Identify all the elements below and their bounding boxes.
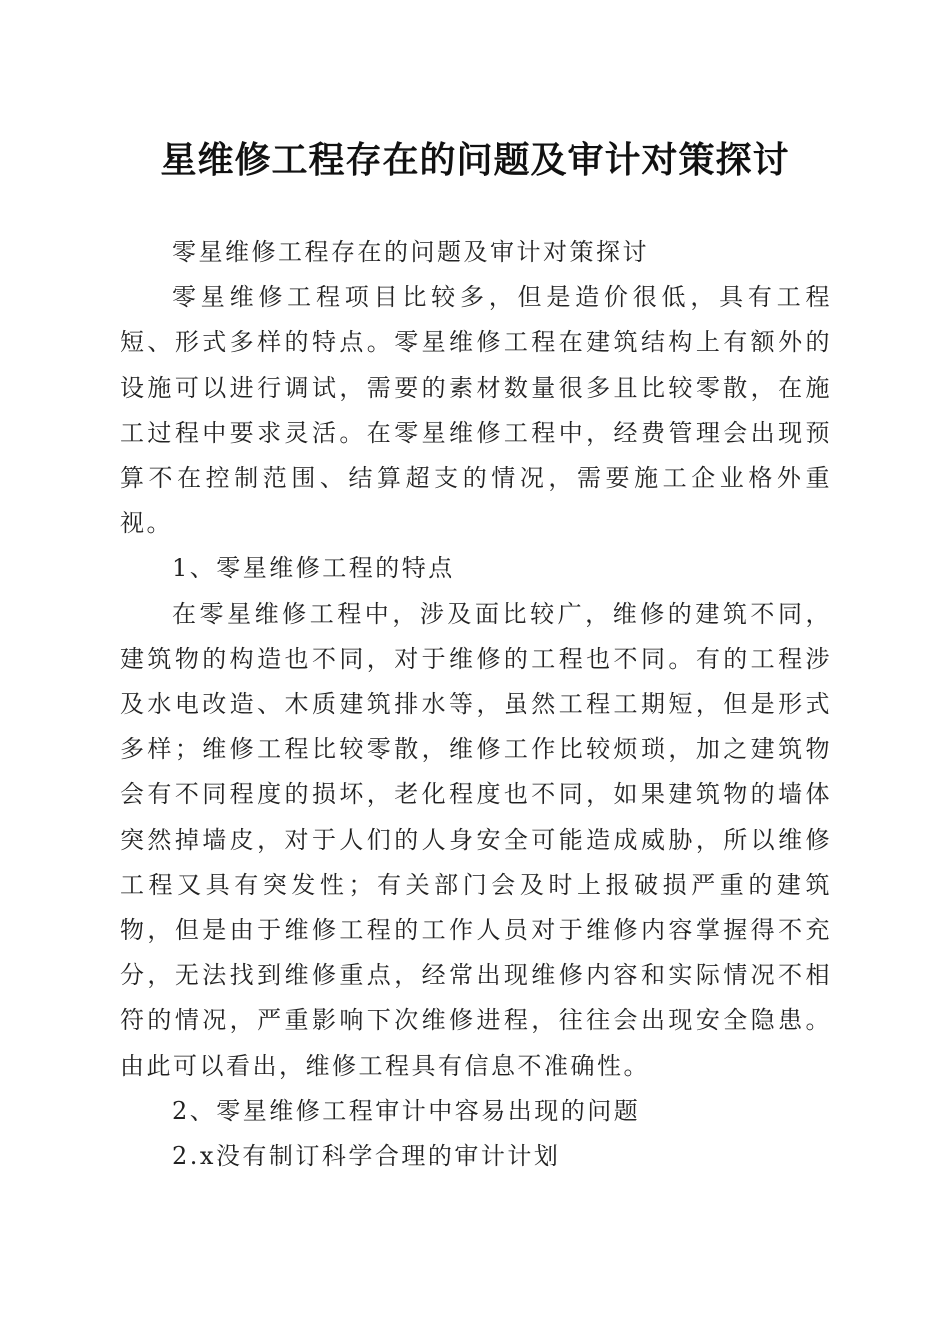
paragraph-intro: 零星维修工程项目比较多，但是造价很低，具有工程短、形式多样的特点。零星维修工程在建筑结构上有额外的设施可以进行调试，需要的素材数量很多且比较零散，在施工过程中要求灵活。在零星维修工程中，经费管理会出现预算不在控制范围、结算超支的情况，需要施工企业格外重视。 (120, 283, 832, 538)
document-title: 星维修工程存在的问题及审计对策探讨 (160, 139, 790, 181)
section-heading-2: 2、零星维修工程审计中容易出现的问题 (172, 1096, 641, 1125)
paragraph-subtitle: 零星维修工程存在的问题及审计对策探讨 (172, 238, 649, 266)
document-body (120, 230, 832, 1179)
subsection-heading-2x: 2.x没有制订科学合理的审计计划 (172, 1142, 561, 1171)
paragraph-features: 在零星维修工程中，涉及面比较广，维修的建筑不同，建筑物的构造也不同，对于维修的工程也不同。有的工程涉及水电改造、木质建筑排水等，虽然工程工期短，但是形式多样；维修工程比较零散，维修工作比较烦琐，加之建筑物会有不同程度的损坏，老化程度也不同，如果建筑物的墙体突然掉墙皮，对于人们的人身安全可能造成威胁，所以维修工程又具有突发性；有关部门会及时上报破损严重的建筑物，但是由于维修工程的工作人员对于维修内容掌握得不充分，无法找到维修重点，经常出现维修内容和实际情况不相符的情况，严重影响下次维修进程，往往会出现安全隐患。由此可以看出，维修工程具有信息不准确性。 (120, 599, 832, 1080)
section-heading-1: 1、零星维修工程的特点 (172, 554, 455, 583)
